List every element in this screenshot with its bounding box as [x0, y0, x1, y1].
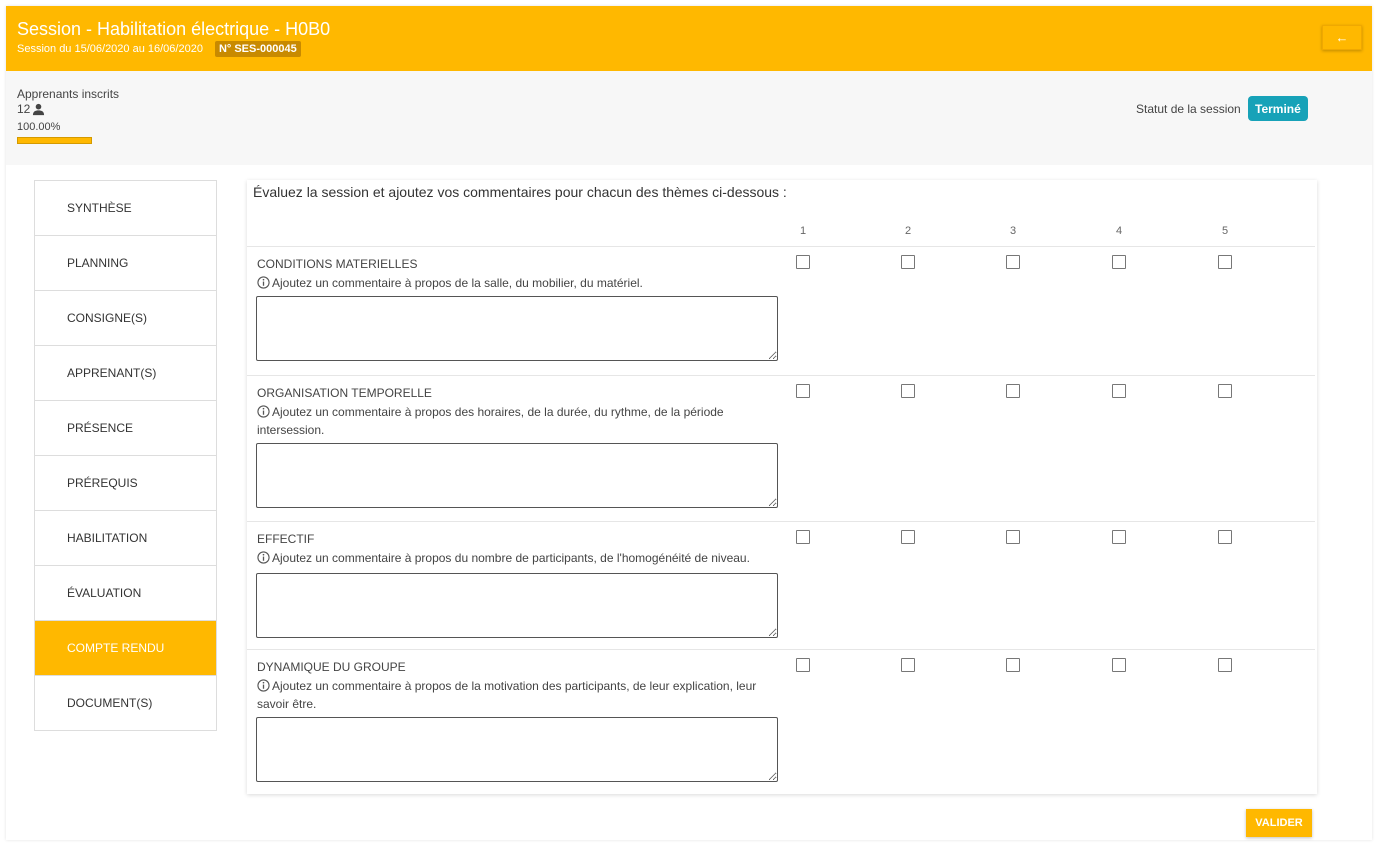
- theme-help-label: Ajoutez un commentaire à propos des horaires, de la durée, du rythme, de la période intersession.: [257, 405, 724, 437]
- score-checkbox-2[interactable]: [901, 658, 915, 672]
- session-info-bar: [6, 71, 1372, 165]
- evaluation-theme-row: [247, 649, 1315, 795]
- session-status-label: Statut de la session: [1136, 102, 1241, 116]
- score-header-4: 4: [1115, 225, 1123, 237]
- theme-help-text: [257, 549, 777, 567]
- session-dates: Session du 15/06/2020 au 16/06/2020: [17, 43, 203, 55]
- info-icon: [257, 679, 270, 692]
- score-header-3: 3: [1009, 225, 1017, 237]
- score-checkbox-1[interactable]: [796, 658, 810, 672]
- sidebar-item-document-s[interactable]: DOCUMENT(S): [67, 696, 153, 710]
- score-header-1: 1: [799, 225, 807, 237]
- sidebar-item-planning[interactable]: PLANNING: [35, 236, 216, 291]
- info-icon: [257, 405, 270, 418]
- theme-help-text: [257, 274, 777, 292]
- theme-help-text: [257, 677, 777, 713]
- score-checkbox-2[interactable]: [901, 530, 915, 544]
- sidebar-item-habilitation[interactable]: HABILITATION: [35, 511, 216, 566]
- score-checkbox-4[interactable]: [1112, 384, 1126, 398]
- enrollment-progress-text: 100.00%: [17, 121, 61, 133]
- score-checkbox-3[interactable]: [1006, 255, 1020, 269]
- score-checkbox-5[interactable]: [1218, 255, 1232, 269]
- theme-comment-textarea[interactable]: [256, 573, 778, 638]
- score-header-2: 2: [904, 225, 912, 237]
- sidebar-item-apprenant-s[interactable]: APPRENANT(S): [35, 346, 216, 401]
- score-checkbox-3[interactable]: [1006, 384, 1020, 398]
- session-sidebar-nav: [34, 180, 217, 731]
- session-subtitle: [17, 41, 301, 57]
- score-checkbox-4[interactable]: [1112, 658, 1126, 672]
- evaluation-theme-row: [247, 375, 1315, 521]
- person-icon: [32, 103, 45, 116]
- score-header-5: 5: [1221, 225, 1229, 237]
- info-icon: [257, 551, 270, 564]
- sidebar-item-consigne-s[interactable]: CONSIGNE(S): [35, 291, 216, 346]
- sidebar-item-pr-sence[interactable]: PRÉSENCE: [35, 401, 216, 456]
- theme-help-text: [257, 403, 777, 439]
- learners-count: [17, 102, 45, 116]
- page-title: Session - Habilitation électrique - H0B0: [17, 19, 331, 39]
- score-checkbox-4[interactable]: [1112, 255, 1126, 269]
- sidebar-item-pr-requis[interactable]: PRÉREQUIS: [35, 456, 216, 511]
- info-icon: [257, 276, 270, 289]
- score-checkbox-5[interactable]: [1218, 530, 1232, 544]
- score-checkbox-1[interactable]: [796, 384, 810, 398]
- evaluation-intro: Évaluez la session et ajoutez vos commentaires pour chacun des thèmes ci-dessous :: [253, 184, 787, 200]
- theme-help-label: Ajoutez un commentaire à propos du nombre de participants, de l'homogénéité de niveau.: [272, 551, 750, 565]
- score-checkbox-5[interactable]: [1218, 384, 1232, 398]
- score-checkbox-2[interactable]: [901, 384, 915, 398]
- score-checkbox-2[interactable]: [901, 255, 915, 269]
- score-checkbox-3[interactable]: [1006, 530, 1020, 544]
- theme-name: DYNAMIQUE DU GROUPE: [257, 660, 406, 674]
- theme-name: ORGANISATION TEMPORELLE: [257, 386, 432, 400]
- learners-label: Apprenants inscrits: [17, 87, 120, 101]
- session-reference-badge: N° SES-000045: [215, 41, 301, 57]
- app-frame: [6, 6, 1372, 840]
- theme-help-label: Ajoutez un commentaire à propos de la motivation des participants, de leur explication, leur savoir être.: [257, 679, 757, 711]
- sidebar-item-compte-rendu[interactable]: COMPTE RENDU: [35, 621, 216, 676]
- theme-comment-textarea[interactable]: [256, 296, 778, 361]
- sidebar-item-synth-se[interactable]: SYNTHÈSE: [35, 181, 216, 236]
- score-checkbox-1[interactable]: [796, 255, 810, 269]
- theme-help-label: Ajoutez un commentaire à propos de la salle, du mobilier, du matériel.: [272, 276, 643, 290]
- session-status-badge: Terminé: [1248, 96, 1308, 121]
- sidebar-item--valuation[interactable]: ÉVALUATION: [35, 566, 216, 621]
- theme-comment-textarea[interactable]: [256, 443, 778, 508]
- score-checkbox-3[interactable]: [1006, 658, 1020, 672]
- score-checkbox-1[interactable]: [796, 530, 810, 544]
- session-header: [6, 6, 1372, 71]
- evaluation-theme-row: [247, 521, 1315, 649]
- arrow-left-icon: ←: [1335, 30, 1349, 45]
- learners-count-value: 12: [17, 102, 31, 116]
- theme-name: CONDITIONS MATERIELLES: [257, 257, 418, 271]
- theme-name: EFFECTIF: [257, 532, 315, 546]
- enrollment-progress-fill: [18, 138, 91, 143]
- submit-button[interactable]: VALIDER: [1246, 809, 1312, 837]
- theme-comment-textarea[interactable]: [256, 717, 778, 782]
- evaluation-card: [247, 180, 1317, 794]
- evaluation-theme-row: [247, 247, 1315, 375]
- enrollment-progress-bar: [17, 137, 92, 144]
- score-checkbox-5[interactable]: [1218, 658, 1232, 672]
- score-checkbox-4[interactable]: [1112, 530, 1126, 544]
- back-button[interactable]: [1322, 25, 1362, 50]
